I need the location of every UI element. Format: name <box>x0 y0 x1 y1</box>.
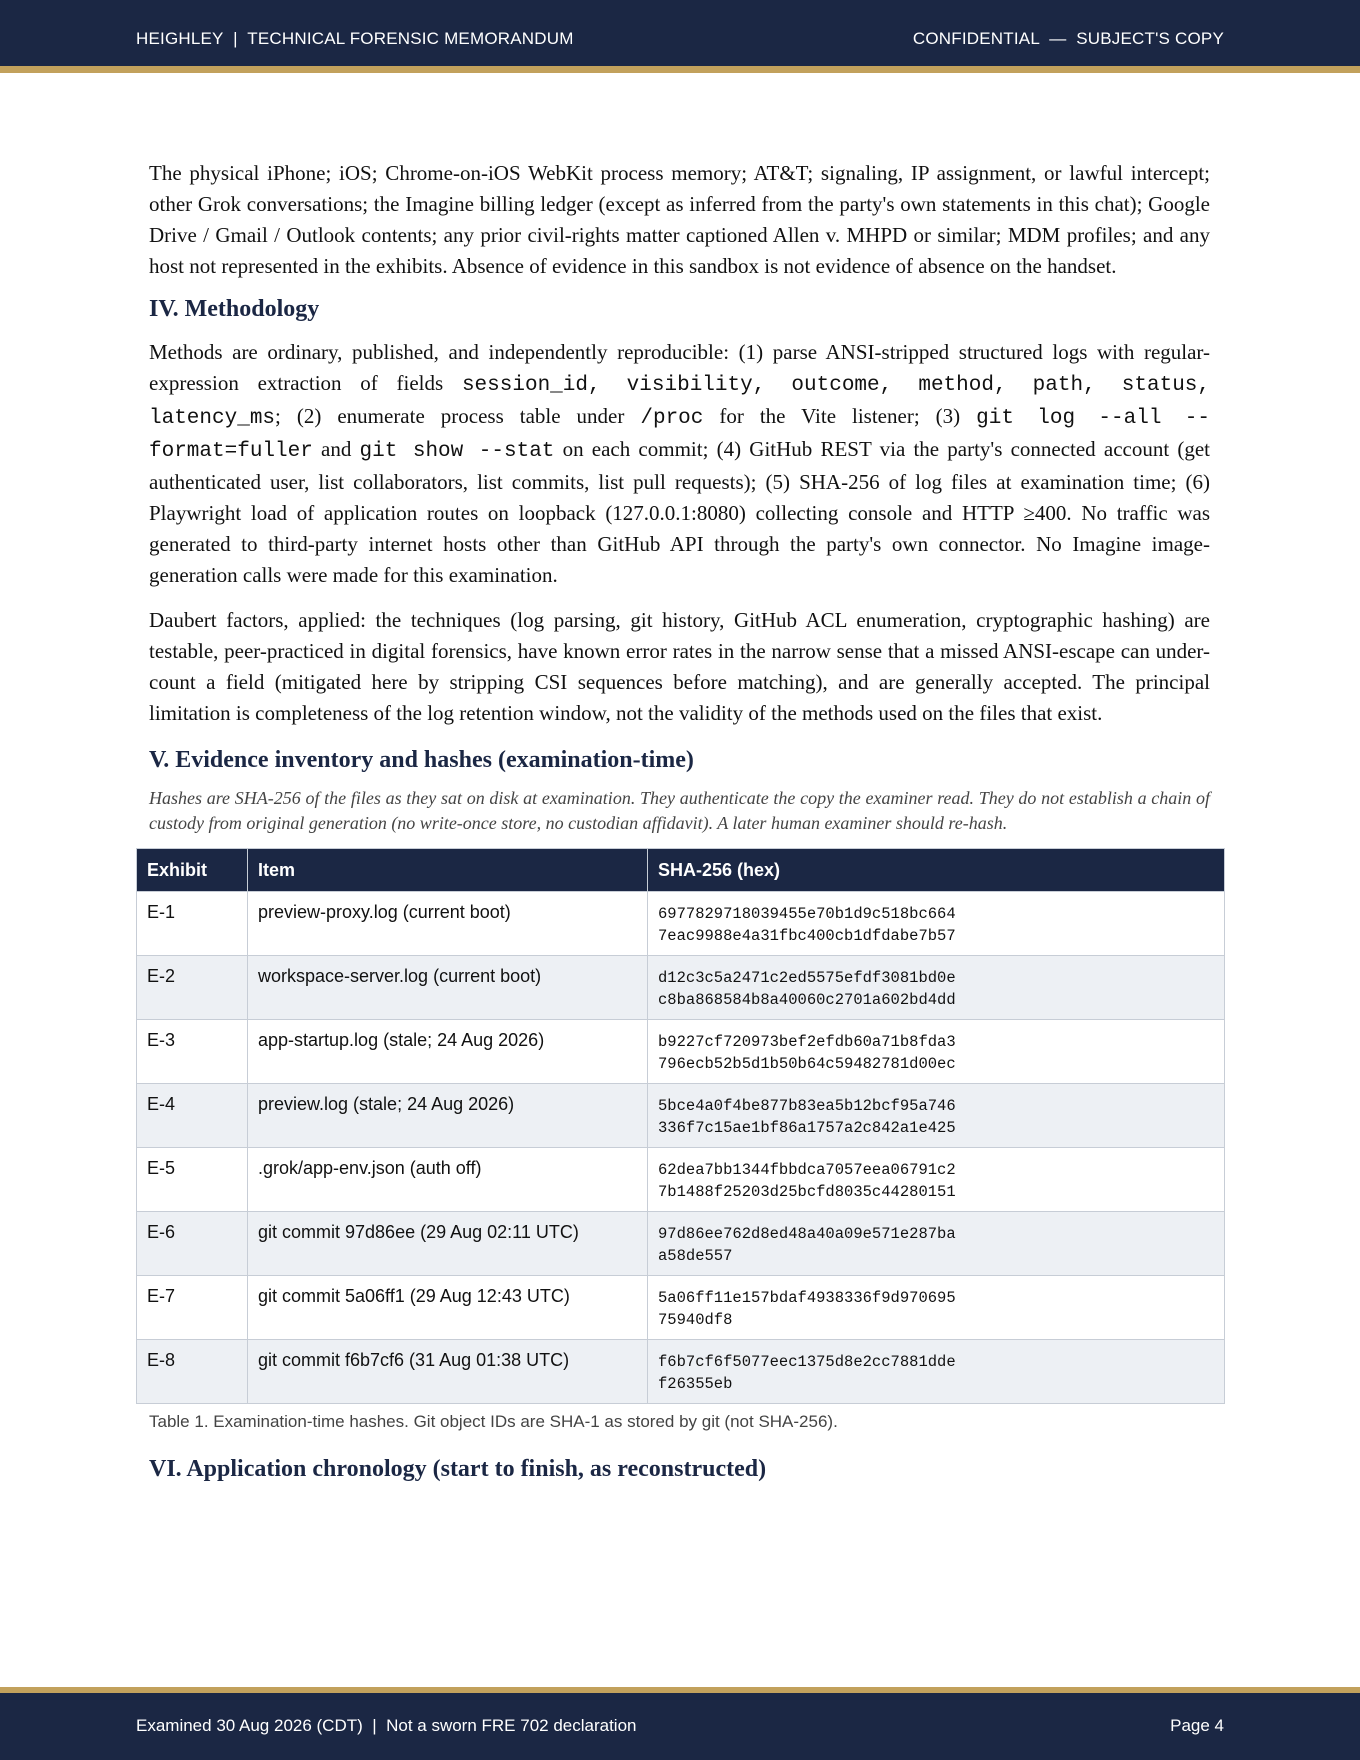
item-cell: git commit f6b7cf6 (31 Aug 01:38 UTC) <box>248 1340 648 1404</box>
intro-paragraph: The physical iPhone; iOS; Chrome-on-iOS WebKit process memory; AT&T; signaling, IP assignment, or lawful intercept; other Grok conversations; the Imagine billing ledger (except as inferred from the party's own statements in this chat); Google Drive / Gmail / Outlook contents; any prior civil-rights matter captioned Allen v. MHPD or similar; MDM profiles; and any host not represented in the exhibits. Absence of evidence in this sandbox is not evidence of absence on the handset. <box>149 161 1210 278</box>
page-number: Page 4 <box>1170 1716 1224 1735</box>
exhibit-cell: E-1 <box>137 892 248 956</box>
methodology-text: for the Vite listener; (3) <box>703 404 977 428</box>
exhibit-cell: E-8 <box>137 1340 248 1404</box>
table-row <box>137 1276 1225 1340</box>
item-cell: workspace-server.log (current boot) <box>248 956 648 1020</box>
hash-line: 62dea7bb1344fbbdca7057eea06791c2 <box>658 1161 956 1179</box>
hash-line: f6b7cf6f5077eec1375d8e2cc7881dde <box>658 1353 956 1371</box>
hash-line: 7eac9988e4a31fbc400cb1dfdabe7b57 <box>658 927 956 945</box>
table-row <box>137 1340 1225 1404</box>
methodology-code: git log --all --format=fuller <box>149 407 1210 463</box>
hash-cell <box>648 1276 1225 1340</box>
methodology-text: ; (2) enumerate process table under <box>275 404 641 428</box>
hash-cell <box>648 956 1225 1020</box>
exhibit-cell: E-5 <box>137 1148 248 1212</box>
hash-line: d12c3c5a2471c2ed5575efdf3081bd0e <box>658 969 956 987</box>
exhibit-cell: E-3 <box>137 1020 248 1084</box>
hash-line: f26355eb <box>658 1375 733 1393</box>
methodology-text: on each commit; (4) GitHub REST via the party's connected account (get authenticated user, list collaborators, list commits, list pull requests); (5) SHA-256 of log files at examination time; (6) Playwright load of application routes on loopback (127.0.0.1:8080) collecting console and HTTP ≥400. No traffic was generated to third-party internet hosts other than GitHub API through the party's own connector. No Imagine image-generation calls were made for this examination. <box>149 437 1210 587</box>
hash-cell <box>648 1148 1225 1212</box>
header-right-text: CONFIDENTIAL — SUBJECT'S COPY <box>912 29 1224 48</box>
item-cell: app-startup.log (stale; 24 Aug 2026) <box>248 1020 648 1084</box>
page-footer <box>0 1687 1360 1760</box>
item-cell: preview-proxy.log (current boot) <box>248 892 648 956</box>
methodology-code: session_id, visibility, outcome, method, path, status, latency_ms <box>149 374 1210 430</box>
hash-line: 7b1488f25203d25bcfd8035c44280151 <box>658 1183 956 1201</box>
item-cell: git commit 97d86ee (29 Aug 02:11 UTC) <box>248 1212 648 1276</box>
footer-left-text: Examined 30 Aug 2026 (CDT) | Not a sworn FRE 702 declaration <box>136 1716 637 1735</box>
table-row <box>137 1084 1225 1148</box>
item-cell: git commit 5a06ff1 (29 Aug 12:43 UTC) <box>248 1276 648 1340</box>
exhibit-cell: E-7 <box>137 1276 248 1340</box>
evidence-table <box>136 848 1225 1404</box>
hash-cell <box>648 1340 1225 1404</box>
exhibit-cell: E-6 <box>137 1212 248 1276</box>
item-cell: preview.log (stale; 24 Aug 2026) <box>248 1084 648 1148</box>
section-vi-heading: VI. Application chronology (start to finish, as reconstructed) <box>149 1456 767 1482</box>
hash-line: 5bce4a0f4be877b83ea5b12bcf95a746 <box>658 1097 956 1115</box>
exhibit-cell: E-2 <box>137 956 248 1020</box>
hash-note: Hashes are SHA-256 of the files as they sat on disk at examination. They authenticate the copy the examiner read. They do not establish a chain of custody from original generation (no write-once store, no custodian affidavit). A later human examiner should re-hash. <box>149 788 1210 833</box>
section-v-heading: V. Evidence inventory and hashes (examination-time) <box>149 747 694 773</box>
table-row <box>137 892 1225 956</box>
document-body <box>149 158 1210 1483</box>
table-header-row <box>137 849 1225 892</box>
table-row <box>137 1148 1225 1212</box>
exhibit-cell: E-4 <box>137 1084 248 1148</box>
table-row <box>137 1020 1225 1084</box>
methodology-paragraph-2: Daubert factors, applied: the techniques (log parsing, git history, GitHub ACL enumeration, cryptographic hashing) are testable, peer-practiced in digital forensics, have known error rates in the narrow sense that a missed ANSI-escape can under-count a field (mitigated here by stripping CSI sequences before matching), and are generally accepted. The principal limitation is completeness of the log retention window, not the validity of the methods used on the files that exist. <box>149 608 1210 725</box>
hash-line: 5a06ff11e157bdaf4938336f9d970695 <box>658 1289 956 1307</box>
column-header-exhibit: Exhibit <box>137 849 248 892</box>
hash-line: a58de557 <box>658 1247 733 1265</box>
header-left-text: HEIGHLEY | TECHNICAL FORENSIC MEMORANDUM <box>136 29 574 48</box>
hash-cell <box>648 892 1225 956</box>
hash-cell <box>648 1212 1225 1276</box>
methodology-text: Methods are ordinary, published, and independently reproducible: (1) parse ANSI-stripped structured logs with regular-expression extraction of fields <box>149 340 1210 395</box>
methodology-code: /proc <box>640 407 704 430</box>
hash-line: 336f7c15ae1bf86a1757a2c842a1e425 <box>658 1119 956 1137</box>
table-row <box>137 956 1225 1020</box>
hash-cell <box>648 1020 1225 1084</box>
methodology-paragraph-1 <box>149 337 1210 591</box>
column-header-item: Item <box>248 849 648 892</box>
table-caption: Table 1. Examination-time hashes. Git object IDs are SHA-1 as stored by git (not SHA-256). <box>149 1412 838 1431</box>
hash-cell <box>648 1084 1225 1148</box>
hash-line: 6977829718039455e70b1d9c518bc664 <box>658 905 956 923</box>
item-cell: .grok/app-env.json (auth off) <box>248 1148 648 1212</box>
section-iv-heading: IV. Methodology <box>149 296 320 322</box>
hash-line: 97d86ee762d8ed48a40a09e571e287ba <box>658 1225 956 1243</box>
methodology-code: git show --stat <box>359 440 555 463</box>
hash-line: 796ecb52b5d1b50b64c59482781d00ec <box>658 1055 956 1073</box>
page-header <box>0 0 1360 73</box>
column-header-hash: SHA-256 (hex) <box>648 849 1225 892</box>
table-row <box>137 1212 1225 1276</box>
hash-line: b9227cf720973bef2efdb60a71b8fda3 <box>658 1033 956 1051</box>
methodology-text: and <box>312 437 360 461</box>
hash-line: c8ba868584b8a40060c2701a602bd4dd <box>658 991 956 1009</box>
hash-line: 75940df8 <box>658 1311 733 1329</box>
